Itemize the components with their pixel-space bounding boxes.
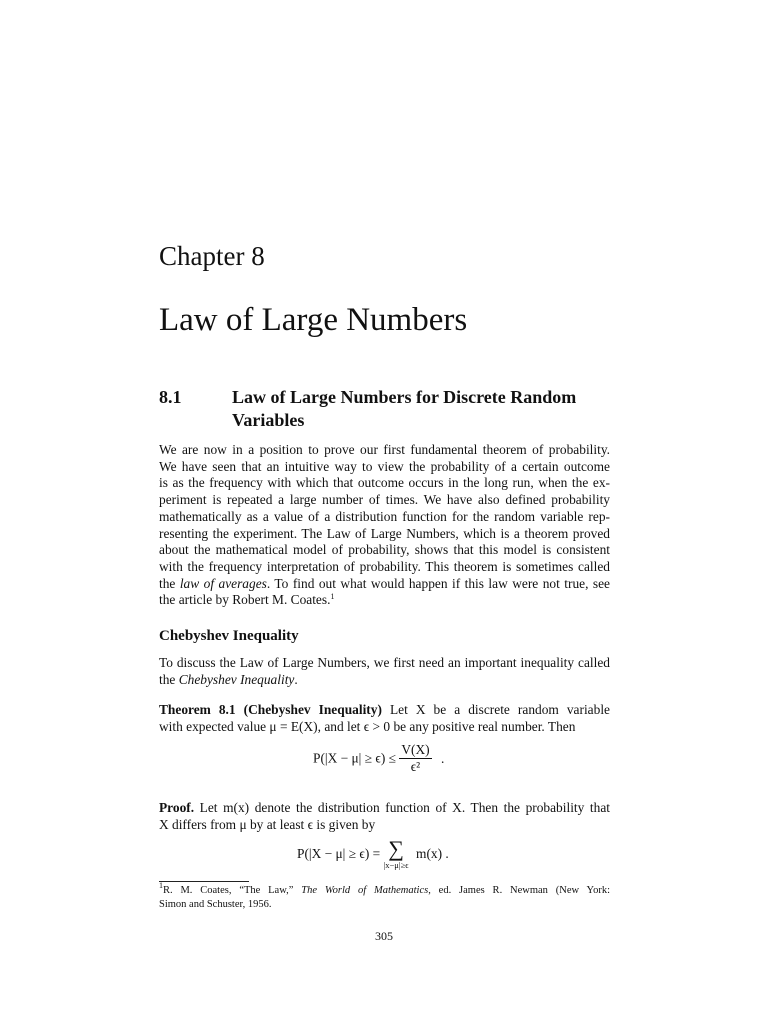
- footnote-divider: [159, 881, 249, 882]
- sigma-symbol: ∑: [388, 836, 404, 861]
- intro-line: periment is repeated a large number of times. We have also defined probability: [159, 492, 610, 508]
- proof-label: Proof.: [159, 800, 195, 815]
- theorem-8-1: [159, 702, 610, 735]
- footnote-line: Simon and Schuster, 1956.: [159, 899, 272, 910]
- section-number: 8.1: [159, 387, 182, 407]
- intro-line: with the frequency interpretation of probability. This theorem is sometimes called: [159, 558, 610, 574]
- probability-sum-formula: [297, 838, 449, 870]
- footnote-book-title: The World of Mathematics: [301, 885, 429, 896]
- footnote-line: [159, 881, 610, 898]
- intro-line: [159, 592, 610, 609]
- law-of-averages-term: law of averages: [179, 575, 267, 591]
- chapter-label: Chapter 8: [159, 241, 265, 271]
- proof-text: Let m(x) denote the distribution function of X. Then the probability that: [194, 800, 610, 815]
- proof-line: [159, 800, 610, 817]
- summand: m(x) .: [416, 846, 449, 861]
- chebyshev-term: Chebyshev Inequality: [178, 671, 295, 687]
- intro-text: the: [159, 575, 180, 591]
- footnote-text: R. M. Coates, “The Law,”: [163, 885, 302, 896]
- chebyshev-formula: [313, 742, 444, 775]
- chebyshev-intro-text: .: [294, 671, 298, 687]
- intro-line: resenting the experiment. The Law of Large Numbers, which is a theorem proved: [159, 525, 610, 541]
- theorem-label: Theorem 8.1 (Chebyshev Inequality): [159, 702, 382, 717]
- footnote-text: , ed. James R. Newman (New York:: [428, 885, 610, 896]
- theorem-text: Let X be a discrete random variable: [381, 702, 610, 717]
- footnote-marker[interactable]: 1: [330, 592, 335, 602]
- intro-line: We are now in a position to prove our first fundamental theorem of probability.: [159, 442, 610, 457]
- chebyshev-intro-line: [159, 672, 610, 689]
- fraction-numerator: V(X): [401, 742, 430, 757]
- page-number: 305: [375, 929, 393, 943]
- intro-text: the article by Robert M. Coates.: [159, 592, 331, 608]
- theorem-line: [159, 702, 610, 719]
- chebyshev-intro-line: To discuss the Law of Large Numbers, we first need an important inequality called: [159, 655, 610, 670]
- subsection-heading: Chebyshev Inequality: [159, 628, 299, 644]
- section-heading: [159, 386, 611, 432]
- footnote: [159, 881, 610, 912]
- intro-line: about the mathematical model of probability, shows that this model is consistent: [159, 542, 610, 558]
- formula-fraction: [399, 742, 431, 775]
- chebyshev-intro: [159, 655, 610, 688]
- chebyshev-intro-text: the: [159, 671, 179, 687]
- intro-line: mathematically as a value of a distribution function for the random variable rep-: [159, 508, 610, 524]
- proof: [159, 800, 610, 833]
- formula-period: .: [440, 750, 445, 766]
- intro-line-mixed: [159, 576, 610, 593]
- sum-operator: [384, 838, 409, 870]
- sum-subscript: |x−μ|≥ϵ: [383, 860, 409, 870]
- fraction-denominator: ϵ²: [410, 759, 421, 774]
- footnote-number: 1: [159, 881, 163, 890]
- intro-line: is as the frequency with which that outcome occurs in the long run, when the ex-: [159, 475, 610, 491]
- theorem-line: with expected value μ = E(X), and let ϵ > 0 be any positive real number. Then: [159, 718, 576, 734]
- intro-paragraph: [159, 442, 610, 609]
- section-title: Law of Large Numbers for Discrete Random Variables: [232, 387, 577, 430]
- intro-line: We have seen that an intuitive way to view the probability of a certain outcome: [159, 458, 610, 474]
- proof-line: X differs from μ by at least ϵ is given by: [159, 816, 376, 832]
- formula-lhs: P(|X − μ| ≥ ϵ) ≤: [313, 750, 396, 766]
- chapter-title: Law of Large Numbers: [159, 302, 468, 338]
- sum-lhs: P(|X − μ| ≥ ϵ) =: [297, 846, 381, 861]
- intro-text: . To find out what would happen if this law were not true, see: [266, 575, 611, 591]
